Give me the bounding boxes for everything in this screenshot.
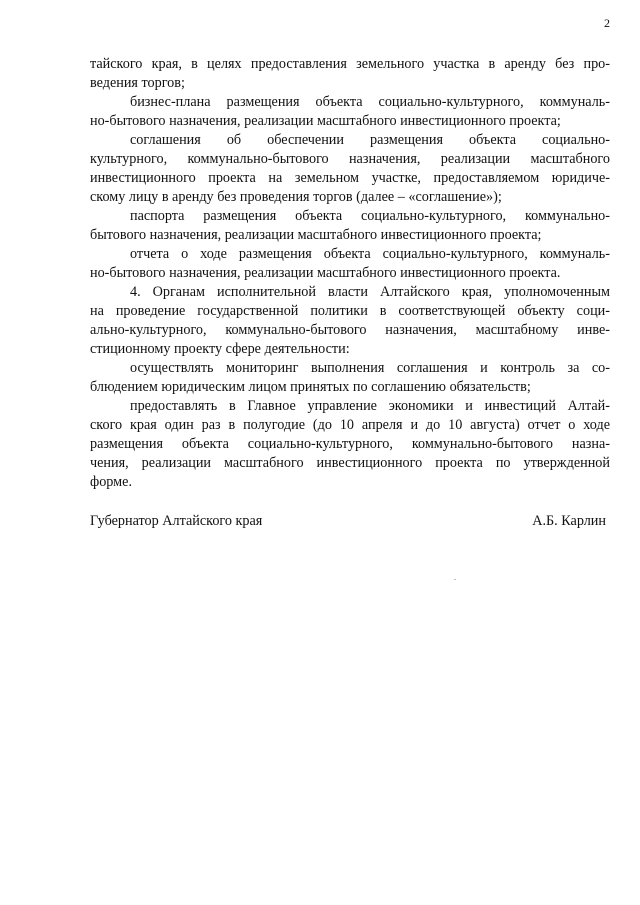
text-line: бытового назначения, реализации масштабного инвестиционного проекта; <box>90 227 542 243</box>
text-line: осуществлять мониторинг выполнения соглашения и контроль за со- <box>130 360 610 376</box>
text-line: инвестиционного проекта на земельном участке, предоставляемом юридиче- <box>90 170 610 186</box>
text-line: скому лицу в аренду без проведения торгов (далее – «соглашение»); <box>90 189 502 205</box>
paragraph <box>90 207 610 245</box>
text-line: форме. <box>90 474 132 490</box>
text-line: соглашения об обеспечении размещения объекта социально- <box>130 132 610 148</box>
text-line: стиционному проекту сфере деятельности: <box>90 341 350 357</box>
text-line: культурного, коммунально-бытового назначения, реализации масштабного <box>90 151 610 167</box>
text-line: на проведение государственной политики в соответствующей объекту соци- <box>90 303 610 319</box>
signatory-name: А.Б. Карлин <box>532 513 606 529</box>
text-line: 4. Органам исполнительной власти Алтайского края, уполномоченным <box>130 284 610 300</box>
paragraph <box>90 397 610 492</box>
paragraph <box>90 283 610 359</box>
text-line: ского края один раз в полугодие (до 10 апреля и до 10 августа) отчет о ходе <box>90 417 610 433</box>
paragraph <box>90 131 610 207</box>
text-line: размещения объекта социально-культурного, коммунально-бытового назна- <box>90 436 610 452</box>
paragraph <box>90 245 610 283</box>
paragraph <box>90 55 610 93</box>
signatory-title: Губернатор Алтайского края <box>90 513 263 529</box>
page-number: 2 <box>604 16 610 30</box>
scan-speck <box>454 579 456 580</box>
text-line: отчета о ходе размещения объекта социально-культурного, коммуналь- <box>130 246 610 262</box>
text-line: бизнес-плана размещения объекта социально-культурного, коммуналь- <box>130 94 610 110</box>
text-line: чения, реализации масштабного инвестиционного проекта по утвержденной <box>90 455 610 471</box>
text-line: ально-культурного, коммунально-бытового назначения, масштабному инве- <box>90 322 610 338</box>
paragraph <box>90 359 610 397</box>
text-line: паспорта размещения объекта социально-культурного, коммунально- <box>130 208 610 224</box>
text-line: тайского края, в целях предоставления земельного участка в аренду без про- <box>90 56 610 72</box>
text-line: но-бытового назначения, реализации масштабного инвестиционного проекта. <box>90 265 561 281</box>
text-line: ведения торгов; <box>90 75 185 91</box>
paragraph <box>90 93 610 131</box>
document-body <box>90 55 610 492</box>
text-line: но-бытового назначения, реализации масштабного инвестиционного проекта; <box>90 113 561 129</box>
text-line: предоставлять в Главное управление экономики и инвестиций Алтай- <box>130 398 610 414</box>
signature-block <box>90 512 606 531</box>
text-line: блюдением юридическим лицом принятых по соглашению обязательств; <box>90 379 531 395</box>
